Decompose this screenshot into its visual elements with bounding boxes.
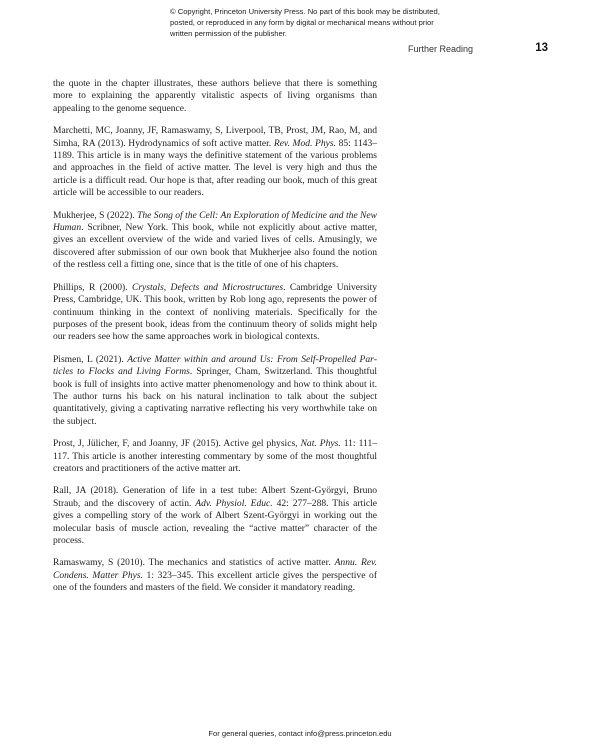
reference-text: Pismen, L (2021). (53, 353, 128, 365)
reference-text: . Springer, Cham, Switzerland. This thoughtful book is full of insights into active matter phenomenology and how to think about it. The author turns his back on his natural inclination to talk about the subject quantitatively, giving a captivating narrative reflecting his very worthwhile take on the subject. (53, 366, 377, 427)
reference-title: The Song of the Cell: An Exploration of Medicine and the New Human (53, 209, 377, 234)
reference-title: Adv. Physiol. Educ. (195, 497, 273, 509)
reference-text: 85: 1143–1189. This article is in many ways the definitive statement of the various problems and approaches in the field of active matter. The level is very high and thus the article is a difficult read. Our hope is that, after reading our book, much of this great article will be accessible to our readers. (53, 137, 377, 199)
reference-text: Mukherjee, S (2022). (53, 209, 138, 221)
reference-text: 11: 111–117. This article is another interesting commentary by some of the most thoughtful creators and practitioners of the active matter art. (53, 438, 377, 474)
reference-entry (53, 210, 377, 272)
running-title: Further Reading (408, 44, 474, 54)
reference-text: . Scribner, New York. This book, while not explicitly about active matter, gives an excellent overview of the wide and varied lives of cells. Amusingly, we discovered after submission of our own book that Mukherjee also found the notion of the restless cell a fitting one, since that is the title of one of his chapters. (53, 222, 377, 271)
reference-title: Annu. Rev. Condens. Matter Phys. (53, 557, 377, 581)
reference-text: . Cambridge University Press, Cambridge, UK. This book, written by Rob long ago, represents the power of continuum thinking in the context of nonliving materials. Specifically for the purposes of the present book, ideas from the continuum theory of solids might help our readers see how the same approaches work in biological contexts. (53, 281, 378, 343)
reference-text: 42: 277–288. This article gives a compelling story of the work of Albert Szent-Györgyi in working out the molecular basis of muscle action, revealing the “active matter” character of the process. (53, 497, 377, 546)
reference-entry (53, 354, 377, 428)
reference-text: the quote in the chapter illustrates, these authors believe that there is something more to explaining the apparently vitalistic aspects of living organisms than appealing to the genome sequence. (53, 78, 377, 114)
reference-title: Crystals, Defects and Microstructures (131, 281, 284, 293)
reference-title: Nat. Phys. (300, 438, 341, 450)
copyright-notice: © Copyright, Princeton University Press. No part of this book may be distributed, posted, or reproduced in any form by digital or mechanical means without prior written permission of the publisher. (170, 7, 440, 38)
reference-text: Phillips, R (2000). (53, 281, 132, 293)
reference-text: Rall, JA (2018). Generation of life in a test tube: Albert Szent-Györgyi, Bruno Straub, and the discovery of actin. (53, 485, 377, 509)
reference-text: 1: 323–345. This excellent article gives the perspective of one of the founders and masters of the field. We consider it mandatory reading. (53, 569, 377, 594)
reference-entry (53, 125, 377, 199)
reference-entry (53, 282, 377, 344)
reference-entry (53, 485, 377, 547)
reference-entry (53, 557, 377, 594)
reference-text: Ramaswamy, S (2010). The mechanics and statistics of active matter. (53, 557, 335, 569)
reference-entry (53, 438, 377, 475)
page-number: 13 (535, 42, 548, 54)
reference-title: Active Matter within and around Us: From Self-Propelled Particles to Flocks and Living Forms (53, 353, 378, 378)
continuation-paragraph (53, 78, 377, 115)
reading-list (53, 78, 377, 605)
footer-contact: For general queries, contact info@press.princeton.edu (208, 729, 392, 738)
reference-title: Rev. Mod. Phys. (273, 137, 336, 149)
reference-text: Prost, J, Jülicher, F, and Joanny, JF (2015). Active gel physics, (53, 438, 301, 450)
reference-text: Marchetti, MC, Joanny, JF, Ramaswamy, S, Liverpool, TB, Prost, JM, Rao, M, and Simha, RA (2013). Hydrodynamics of soft active matter. (53, 125, 377, 149)
